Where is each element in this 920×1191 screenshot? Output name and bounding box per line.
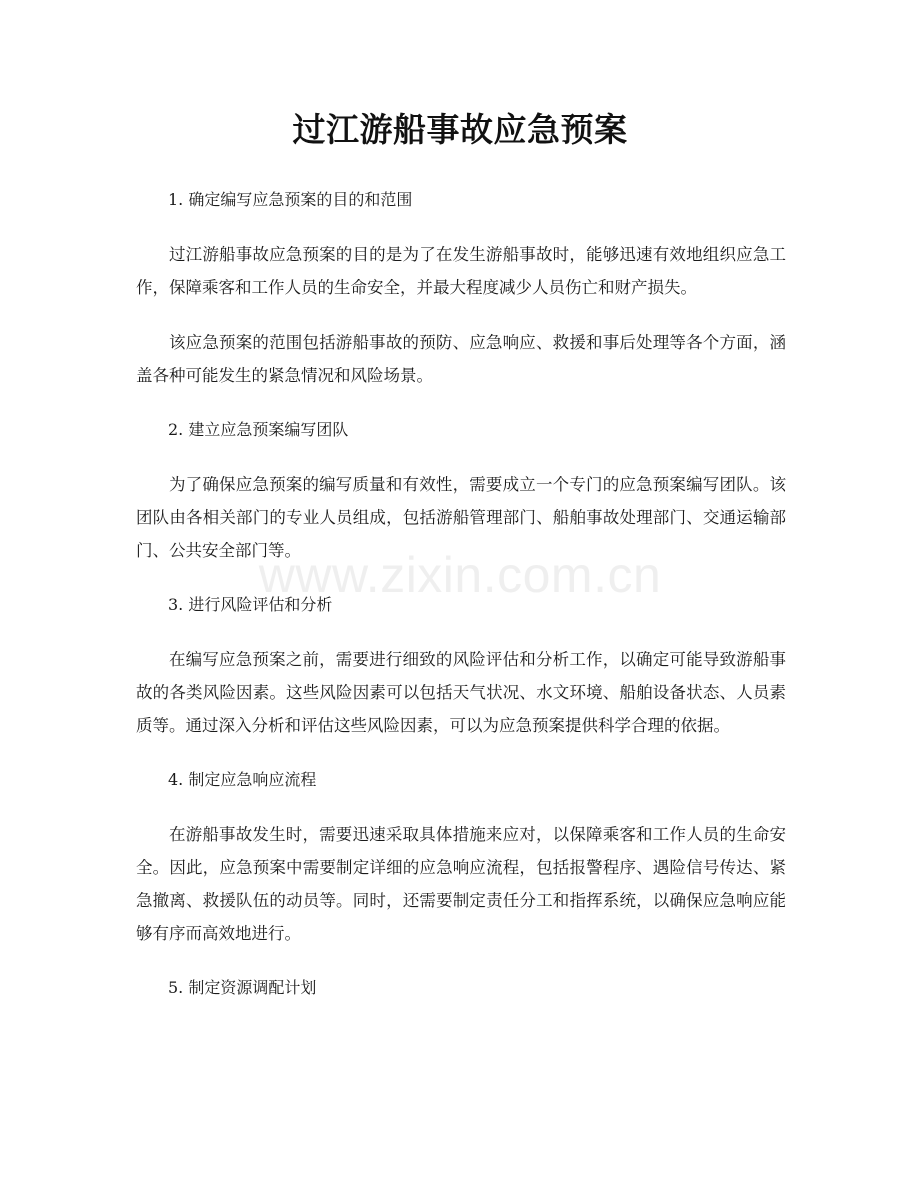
paragraph: 在游船事故发生时，需要迅速采取具体措施来应对，以保障乘客和工作人员的生命安全。因此，应急预案中需要制定详细的应急响应流程，包括报警程序、遇险信号传达、紧急撤离、救援队伍的动员等。同时，还需要制定责任分工和指挥系统，以确保应急响应能够有序而高效地进行。 (136, 825, 786, 943)
section-heading: 4. 制定应急响应流程 (168, 770, 317, 789)
section-heading: 2. 建立应急预案编写团队 (168, 420, 349, 439)
watermark: www.zixin.com.cn (258, 547, 662, 603)
document-body (136, 184, 786, 1026)
section-heading: 3. 进行风险评估和分析 (168, 595, 333, 614)
paragraph: 该应急预案的范围包括游船事故的预防、应急响应、救援和事后处理等各个方面，涵盖各种可能发生的紧急情况和风险场景。 (136, 333, 786, 385)
paragraph: 过江游船事故应急预案的目的是为了在发生游船事故时，能够迅速有效地组织应急工作，保障乘客和工作人员的生命安全，并最大程度减少人员伤亡和财产损失。 (136, 245, 786, 297)
paragraph: 在编写应急预案之前，需要进行细致的风险评估和分析工作，以确定可能导致游船事故的各类风险因素。这些风险因素可以包括天气状况、水文环境、船舶设备状态、人员素质等。通过深入分析和评估这些风险因素，可以为应急预案提供科学合理的依据。 (136, 650, 786, 735)
document-title: 过江游船事故应急预案 (292, 110, 628, 149)
section-2 (136, 414, 786, 567)
section-3 (136, 589, 786, 742)
paragraph: 为了确保应急预案的编写质量和有效性，需要成立一个专门的应急预案编写团队。该团队由各相关部门的专业人员组成，包括游船管理部门、船舶事故处理部门、交通运输部门、公共安全部门等。 (136, 475, 786, 560)
section-1 (136, 184, 786, 392)
section-heading: 5. 制定资源调配计划 (168, 978, 317, 997)
section-heading: 1. 确定编写应急预案的目的和范围 (168, 190, 413, 209)
section-4 (136, 764, 786, 950)
section-5 (136, 972, 786, 1004)
